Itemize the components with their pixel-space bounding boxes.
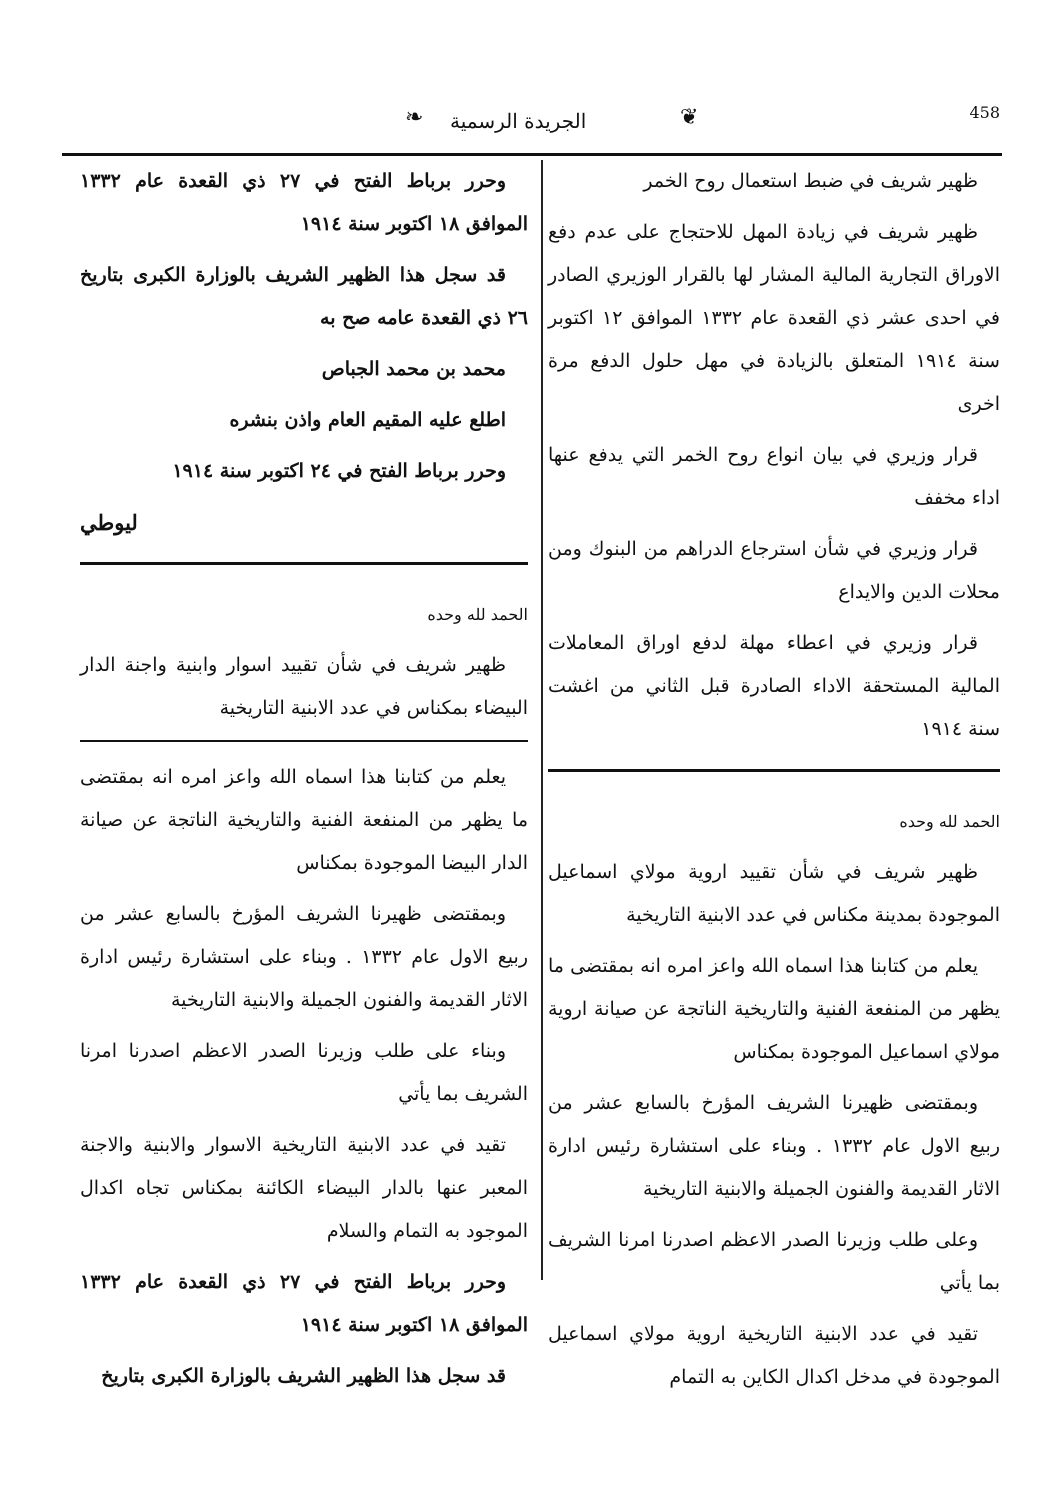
registration-note: قد سجل هذا الظهير الشريف بالوزارة الكبرى بتاريخ — [101, 1365, 506, 1387]
page-number: 458 — [969, 103, 1000, 122]
decree-paragraph: تقيد في عدد الابنية التاريخية الاسوار والابنية والاجنة المعبر عنها بالدار البيضاء الكائنة بمكناس تجاه اكدال الموجود به التمام والسلام — [80, 1134, 528, 1242]
resident-approval: اطلع عليه المقيم العام واذن بنشره — [229, 409, 506, 431]
dated-line: وحرر برباط الفتح في ٢٧ ذي القعدة عام ١٣٣٢ الموافق ١٨ اكتوبر سنة ١٩١٤ — [80, 170, 528, 235]
decree-paragraph: وعلى طلب وزيرنا الصدر الاعظم اصدرنا امرنا الشريف بما يأتي — [548, 1229, 1000, 1294]
column-divider — [541, 160, 543, 1280]
invocation: الحمد لله وحده — [899, 812, 1000, 831]
decree-paragraph: وبمقتضى ظهيرنا الشريف المؤرخ بالسابع عشر من ربيع الاول عام ١٣٣٢ . وبناء على استشارة رئيس ادارة الاثار القديمة والفنون الجميلة والابنية التاريخية — [548, 1092, 1000, 1200]
right-column — [548, 160, 1000, 1407]
toc-item: قرار وزيري في بيان انواع روح الخمر التي يدفع عنها اداء مخفف — [548, 444, 1000, 509]
invocation: الحمد لله وحده — [427, 605, 528, 624]
ornament-left-icon: ❧ — [405, 105, 424, 130]
signatory-name: محمد بن محمد الجباص — [321, 358, 506, 380]
section-rule — [548, 769, 1000, 772]
gazette-masthead: الجريدة الرسمية — [450, 109, 587, 133]
section-rule — [80, 562, 528, 565]
decree-title: ظهير شريف في شأن تقييد اسوار وابنية واجنة الدار البيضاء بمكناس في عدد الابنية التاريخية — [80, 654, 528, 719]
decree-paragraph: يعلم من كتابنا هذا اسماه الله واعز امره انه بمقتضى ما يظهر من المنفعة الفنية والتاريخية الناتجة عن صيانة الدار البيضا الموجودة بمكناس — [80, 766, 528, 874]
toc-item: قرار وزيري في شأن استرجاع الدراهم من البنوك ومن محلات الدين والايداع — [548, 538, 1000, 603]
section-rule — [80, 740, 528, 742]
header-rule — [62, 153, 1002, 156]
dated-line: وحرر برباط الفتح في ٢٧ ذي القعدة عام ١٣٣٢ الموافق ١٨ اكتوبر سنة ١٩١٤ — [80, 1271, 528, 1336]
toc-item: قرار وزيري في اعطاء مهلة لدفع اوراق المعاملات المالية المستحقة الاداء الصادرة قبل الثاني من اغشت سنة ١٩١٤ — [548, 632, 1000, 740]
dated-line: وحرر برباط الفتح في ٢٤ اكتوبر سنة ١٩١٤ — [172, 460, 506, 482]
decree-title: ظهير شريف في شأن تقييد اروية مولاي اسماعيل الموجودة بمدينة مكناس في عدد الابنية التاريخية — [548, 861, 1000, 926]
toc-item: ظهير شريف في زيادة المهل للاحتجاج على عدم دفع الاوراق التجارية المالية المشار لها بالقرار الوزيري الصادر في احدى عشر ذي القعدة عام ١٣٣٢ الموافق ١٢ اكتوبر سنة ١٩١٤ المتعلق بالزيادة في مهل حلول الدفع مرة اخرى — [548, 221, 1001, 415]
ornament-right-icon: ❦ — [680, 105, 699, 130]
decree-paragraph: وبناء على طلب وزيرنا الصدر الاعظم اصدرنا امرنا الشريف بما يأتي — [80, 1040, 528, 1105]
decree-paragraph: يعلم من كتابنا هذا اسماه الله واعز امره انه بمقتضى ما يظهر من المنفعة الفنية والتاريخية الناتجة عن صيانة اروية مولاي اسماعيل الموجودة بمكناس — [548, 955, 1000, 1063]
left-column — [80, 160, 528, 1406]
decree-paragraph: وبمقتضى ظهيرنا الشريف المؤرخ بالسابع عشر من ربيع الاول عام ١٣٣٢ . وبناء على استشارة رئيس ادارة الاثار القديمة والفنون الجميلة والابنية التاريخية — [80, 903, 529, 1011]
signature-lyautey: ليوطي — [80, 510, 138, 535]
registration-note: قد سجل هذا الظهير الشريف بالوزارة الكبرى بتاريخ ٢٦ ذي القعدة عامه صح به — [80, 264, 528, 329]
page-header — [60, 95, 1000, 145]
toc-item: ظهير شريف في ضبط استعمال روح الخمر — [643, 170, 978, 192]
decree-paragraph: تقيد في عدد الابنية التاريخية اروية مولاي اسماعيل الموجودة في مدخل اكدال الكاين به التمام — [548, 1323, 1000, 1388]
